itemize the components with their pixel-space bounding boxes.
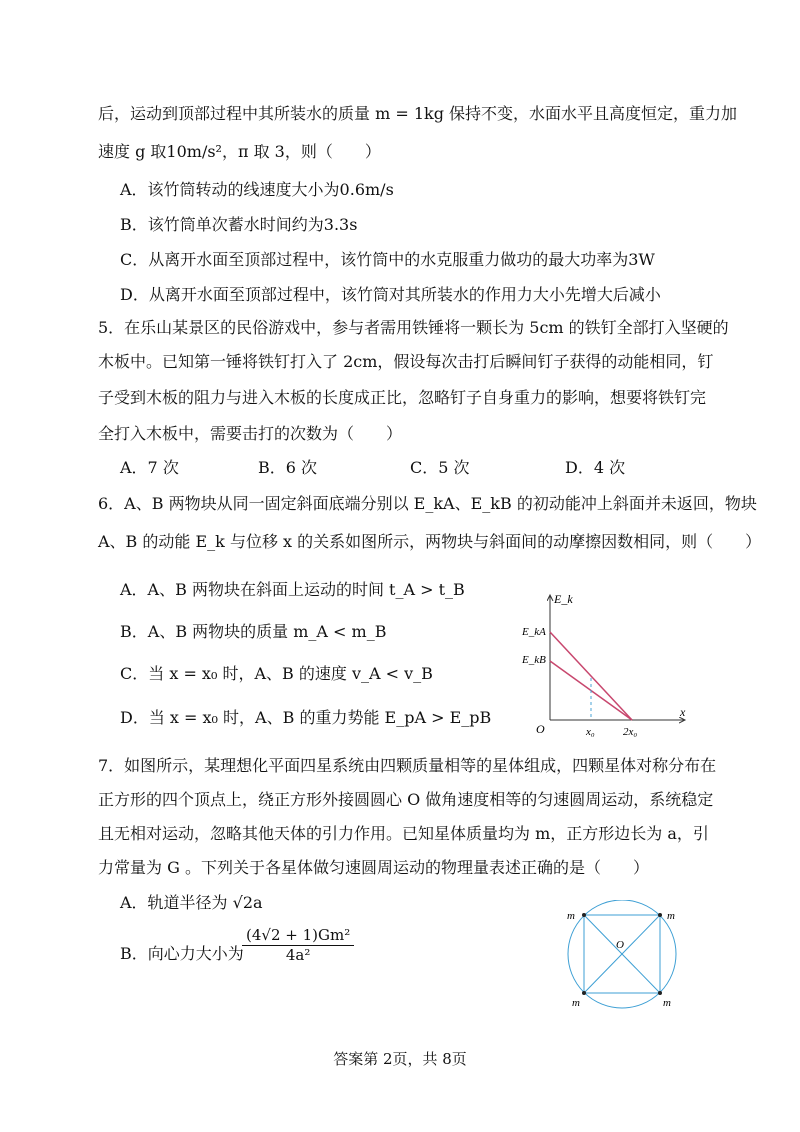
q7-option-b-prefix: B．向心力大小为 bbox=[120, 944, 244, 963]
q6-option-b: B．A、B 两物块的质量 m_A < m_B bbox=[120, 622, 387, 641]
star-top-right bbox=[658, 913, 662, 917]
q5-option-c: C．5 次 bbox=[410, 458, 470, 477]
fraction-denominator: 4a² bbox=[285, 946, 311, 964]
q7-option-a: A．轨道半径为 √2a bbox=[120, 893, 263, 912]
mass-label-tl: m bbox=[567, 910, 575, 922]
q7-line-2: 正方形的四个顶点上，绕正方形外接圆圆心 O 做角速度相等的匀速圆周运动，系统稳定 bbox=[98, 790, 714, 809]
graph-origin: O bbox=[536, 722, 545, 736]
q7-line-3: 且无相对运动，忽略其他天体的引力作用。已知星体质量均为 m，正方形边长为 a，引 bbox=[98, 824, 709, 843]
q4-option-b: B．该竹筒单次蓄水时间约为3.3s bbox=[120, 215, 358, 234]
graph-tick-x0: x₀ bbox=[586, 726, 595, 738]
q6-line-1: 6．A、B 两物块从同一固定斜面底端分别以 E_kA、E_kB 的初动能冲上斜面并未返回，物块 bbox=[98, 494, 757, 513]
star-bottom-right bbox=[658, 991, 662, 995]
q5-option-b: B．6 次 bbox=[258, 458, 318, 477]
graph-line-a bbox=[550, 632, 632, 720]
mass-label-br: m bbox=[663, 997, 671, 1009]
q6-line-2: A、B 的动能 E_k 与位移 x 的关系如图所示，两物块与斜面间的动摩擦因数相同，则（ ） bbox=[98, 532, 762, 551]
q4-line-2: 速度 g 取10m/s²，π 取 3，则（ ） bbox=[98, 142, 381, 161]
q4-line-1: 后，运动到顶部过程中其所装水的质量 m = 1kg 保持不变，水面水平且高度恒定，重力加 bbox=[98, 104, 738, 123]
four-star-diagram bbox=[555, 900, 685, 1015]
star-top-left bbox=[582, 913, 586, 917]
center-label: O bbox=[616, 939, 624, 951]
q4-option-c: C．从离开水面至顶部过程中，该竹筒中的水克服重力做功的最大功率为3W bbox=[120, 250, 655, 269]
q5-line-1: 5．在乐山某景区的民俗游戏中，参与者需用铁锤将一颗长为 5cm 的铁钉全部打入坚硬的 bbox=[98, 318, 729, 337]
q6-option-d: D．当 x = x₀ 时，A、B 的重力势能 E_pA > E_pB bbox=[120, 708, 492, 727]
mass-label-tr: m bbox=[667, 910, 675, 922]
q6-option-c: C．当 x = x₀ 时，A、B 的速度 v_A < v_B bbox=[120, 664, 433, 683]
q5-option-d: D．4 次 bbox=[565, 458, 626, 477]
page-footer: 答案第 2页，共 8页 bbox=[333, 1050, 467, 1068]
mass-label-bl: m bbox=[572, 997, 580, 1009]
graph-tick-2x0: 2x₀ bbox=[623, 726, 638, 738]
q5-line-2: 木板中。已知第一锤将铁钉打入了 2cm，假设每次击打后瞬间钉子获得的动能相同，钉 bbox=[98, 352, 714, 371]
q5-line-4: 全打入木板中，需要击打的次数为（ ） bbox=[98, 424, 403, 443]
star-bottom-left bbox=[582, 991, 586, 995]
q5-option-a: A．7 次 bbox=[120, 458, 179, 477]
q7-line-4: 力常量为 G 。下列关于各星体做匀速圆周运动的物理量表述正确的是（ ） bbox=[98, 858, 649, 877]
q7-option-b-fraction bbox=[242, 926, 354, 965]
q4-option-a: A．该竹筒转动的线速度大小为0.6m/s bbox=[120, 180, 394, 199]
q5-line-3: 子受到木板的阻力与进入木板的长度成正比，忽略钉子自身重力的影响，想要将铁钉完 bbox=[98, 388, 707, 407]
graph-label-ekb: E_kB bbox=[522, 654, 546, 666]
q7-line-1: 7．如图所示，某理想化平面四星系统由四颗质量相等的星体组成，四颗星体对称分布在 bbox=[98, 756, 717, 775]
fraction-numerator: (4√2 + 1)Gm² bbox=[242, 926, 354, 946]
graph-y-label: E_k bbox=[554, 592, 573, 606]
q4-option-d: D．从离开水面至顶部过程中，该竹筒对其所装水的作用力大小先增大后减小 bbox=[120, 285, 661, 304]
graph-label-eka: E_kA bbox=[522, 626, 546, 638]
q6-option-a: A．A、B 两物块在斜面上运动的时间 t_A > t_B bbox=[120, 580, 465, 599]
graph-x-label: x bbox=[680, 705, 686, 719]
ek-x-graph bbox=[520, 585, 695, 745]
